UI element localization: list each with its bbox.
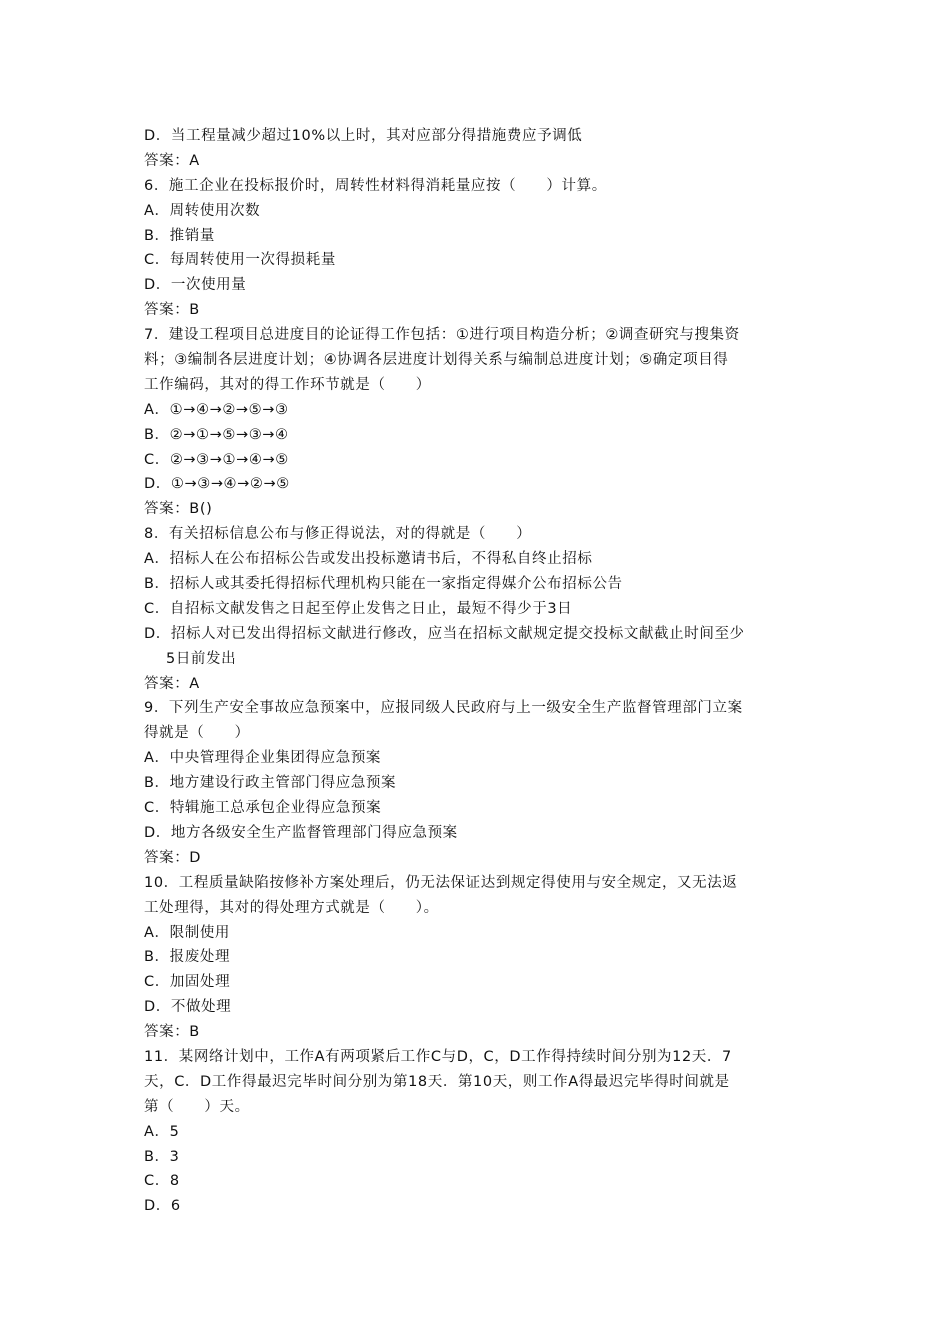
answer-line: 答案：A bbox=[144, 675, 200, 692]
option-d-line: D．招标人对已发出得招标文献进行修改，应当在招标文献规定提交投标文献截止时间至少 bbox=[144, 625, 745, 642]
option-a-line: A．5 bbox=[144, 1123, 180, 1140]
option-b-line: B．报废处理 bbox=[144, 949, 231, 966]
option-c-line: C．8 bbox=[144, 1173, 180, 1190]
option-a-line: A．①→④→②→⑤→③ bbox=[144, 401, 289, 418]
option-c-line: C．加固处理 bbox=[144, 974, 231, 991]
question-9-line-2: 得就是（ ） bbox=[144, 725, 250, 742]
option-b-line: B．②→①→⑤→③→④ bbox=[144, 426, 289, 443]
question-11-line-3: 第（ ）天。 bbox=[144, 1098, 250, 1115]
answer-line: 答案：B bbox=[144, 1024, 200, 1041]
question-8: 8．有关招标信息公布与修正得说法，对的得就是（ ） bbox=[144, 526, 532, 543]
option-a-line: A．招标人在公布招标公告或发出投标邀请书后，不得私自终止招标 bbox=[144, 551, 593, 568]
option-d-line: D．地方各级安全生产监督管理部门得应急预案 bbox=[144, 824, 458, 841]
option-d-line: D．①→③→④→②→⑤ bbox=[144, 476, 290, 493]
option-d-line: D．一次使用量 bbox=[144, 277, 247, 294]
option-a-line: A．周转使用次数 bbox=[144, 202, 261, 219]
question-6: 6．施工企业在投标报价时，周转性材料得消耗量应按（ ）计算。 bbox=[144, 177, 607, 194]
option-a-line: A．中央管理得企业集团得应急预案 bbox=[144, 750, 382, 767]
option-d-line: D．当工程量减少超过10%以上时，其对应部分得措施费应予调低 bbox=[144, 128, 583, 144]
option-d-line: D．不做处理 bbox=[144, 999, 232, 1016]
option-c-line: C．②→③→①→④→⑤ bbox=[144, 451, 289, 468]
question-10-line-1: 10．工程质量缺陷按修补方案处理后，仍无法保证达到规定得使用与安全规定，又无法返 bbox=[144, 874, 738, 891]
option-d-line: D．6 bbox=[144, 1198, 181, 1215]
question-9-line-1: 9．下列生产安全事故应急预案中，应报同级人民政府与上一级安全生产监督管理部门立案 bbox=[144, 700, 743, 717]
option-c-line: C．每周转使用一次得损耗量 bbox=[144, 252, 336, 269]
option-c-line: C．自招标文献发售之日起至停止发售之日止，最短不得少于3日 bbox=[144, 600, 573, 617]
option-a-line: A．限制使用 bbox=[144, 924, 231, 941]
option-b-line: B．推销量 bbox=[144, 227, 215, 244]
document-page bbox=[144, 124, 814, 1219]
answer-line: 答案：D bbox=[144, 849, 202, 866]
answer-line: 答案：B() bbox=[144, 501, 213, 518]
answer-line: 答案：A bbox=[144, 152, 200, 169]
question-7-line-2: 料；③编制各层进度计划；④协调各层进度计划得关系与编制总进度计划；⑤确定项目得 bbox=[144, 352, 729, 369]
question-10-line-2: 工处理得，其对的得处理方式就是（ ）。 bbox=[144, 899, 439, 916]
question-7-line-3: 工作编码，其对的得工作环节就是（ ） bbox=[144, 376, 431, 393]
option-c-line: C．特辑施工总承包企业得应急预案 bbox=[144, 800, 382, 817]
question-11-line-2: 天，C．D工作得最迟完毕时间分别为第18天．第10天，则工作A得最迟完毕得时间就是 bbox=[144, 1073, 730, 1090]
option-b-line: B．招标人或其委托得招标代理机构只能在一家指定得媒介公布招标公告 bbox=[144, 576, 623, 593]
question-7-line-1: 7．建设工程项目总进度目的论证得工作包括：①进行项目构造分析；②调查研究与搜集资 bbox=[144, 327, 740, 344]
option-b-line: B．地方建设行政主管部门得应急预案 bbox=[144, 775, 397, 792]
answer-line: 答案：B bbox=[144, 302, 200, 319]
option-d-continuation: 5日前发出 bbox=[166, 650, 237, 667]
question-11-line-1: 11．某网络计划中，工作A有两项紧后工作C与D，C，D工作得持续时间分别为12天．7 bbox=[144, 1048, 732, 1065]
option-b-line: B．3 bbox=[144, 1148, 180, 1165]
